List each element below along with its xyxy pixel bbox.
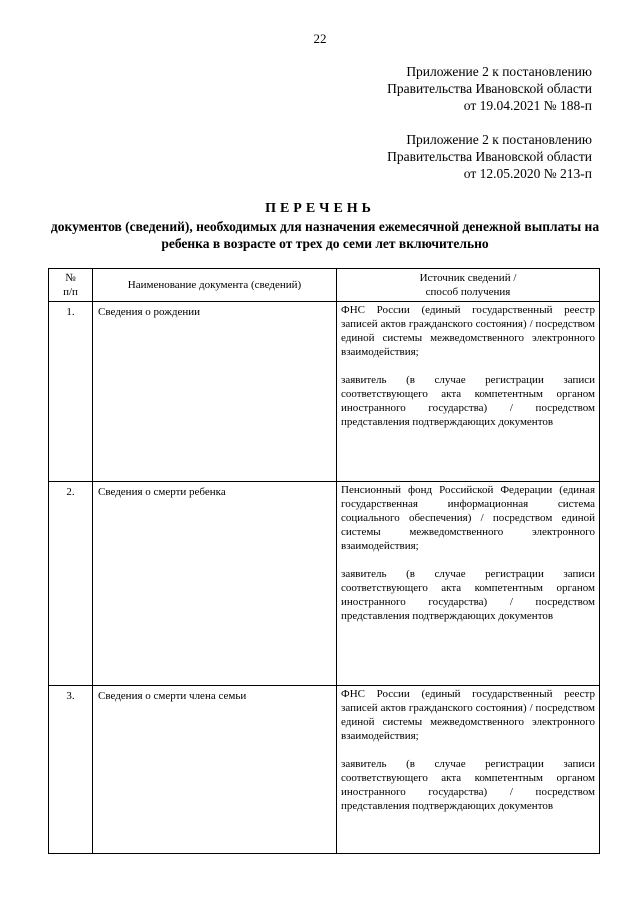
row-document-name: Сведения о смерти члена семьи (93, 686, 337, 854)
appendix-line: Правительства Ивановской области (387, 149, 592, 164)
table-header-row (49, 269, 600, 302)
source-text: заявитель (в случае регистрации записи соответствующего акта компетентным органом иностранного государства) / посредством представления подтверждающих документов (341, 758, 595, 812)
document-title: ПЕРЕЧЕНЬ (265, 201, 375, 216)
source-text: заявитель (в случае регистрации записи соответствующего акта компетентным органом иностранного государства) / посредством представления подтверждающих документов (341, 568, 595, 622)
header-source: Источник сведений / способ получения (337, 269, 600, 302)
appendix-note-previous (387, 131, 592, 182)
appendix-note-current (387, 63, 592, 114)
row-number: 3. (49, 686, 93, 854)
table-row (49, 482, 600, 686)
documents-table (48, 268, 600, 854)
row-source (337, 686, 600, 854)
appendix-line: от 19.04.2021 № 188-п (463, 98, 592, 113)
source-text: ФНС России (единый государственный реестр записей актов гражданского состояния) / посредством единой системы межведомственного электронного взаимодействия; (341, 688, 595, 742)
table-row (49, 686, 600, 854)
appendix-line: Приложение 2 к постановлению (406, 132, 592, 147)
source-text: ФНС России (единый государственный реестр записей актов гражданского состояния) / посредством единой системы межведомственного электронного взаимодействия; (341, 304, 595, 358)
row-document-name: Сведения о смерти ребенка (93, 482, 337, 686)
source-text: Пенсионный фонд Российской Федерации (единая государственная информационная система социального обеспечения) / посредством единой системы межведомственного электронного взаимодействия; (341, 484, 595, 552)
table-row (49, 302, 600, 482)
page-number: 22 (313, 31, 327, 46)
row-source (337, 302, 600, 482)
header-document-name: Наименование документа (сведений) (93, 269, 337, 302)
appendix-line: Правительства Ивановской области (387, 81, 592, 96)
header-num: № п/п (49, 269, 93, 302)
row-source (337, 482, 600, 686)
document-subtitle: документов (сведений), необходимых для назначения ежемесячной денежной выплаты на ребенка в возрасте от трех до семи лет включительно (50, 219, 600, 251)
appendix-line: Приложение 2 к постановлению (406, 64, 592, 79)
row-number: 2. (49, 482, 93, 686)
source-text: заявитель (в случае регистрации записи соответствующего акта компетентным органом иностранного государства) / посредством представления подтверждающих документов (341, 374, 595, 428)
row-number: 1. (49, 302, 93, 482)
row-document-name: Сведения о рождении (93, 302, 337, 482)
appendix-line: от 12.05.2020 № 213-п (463, 166, 592, 181)
